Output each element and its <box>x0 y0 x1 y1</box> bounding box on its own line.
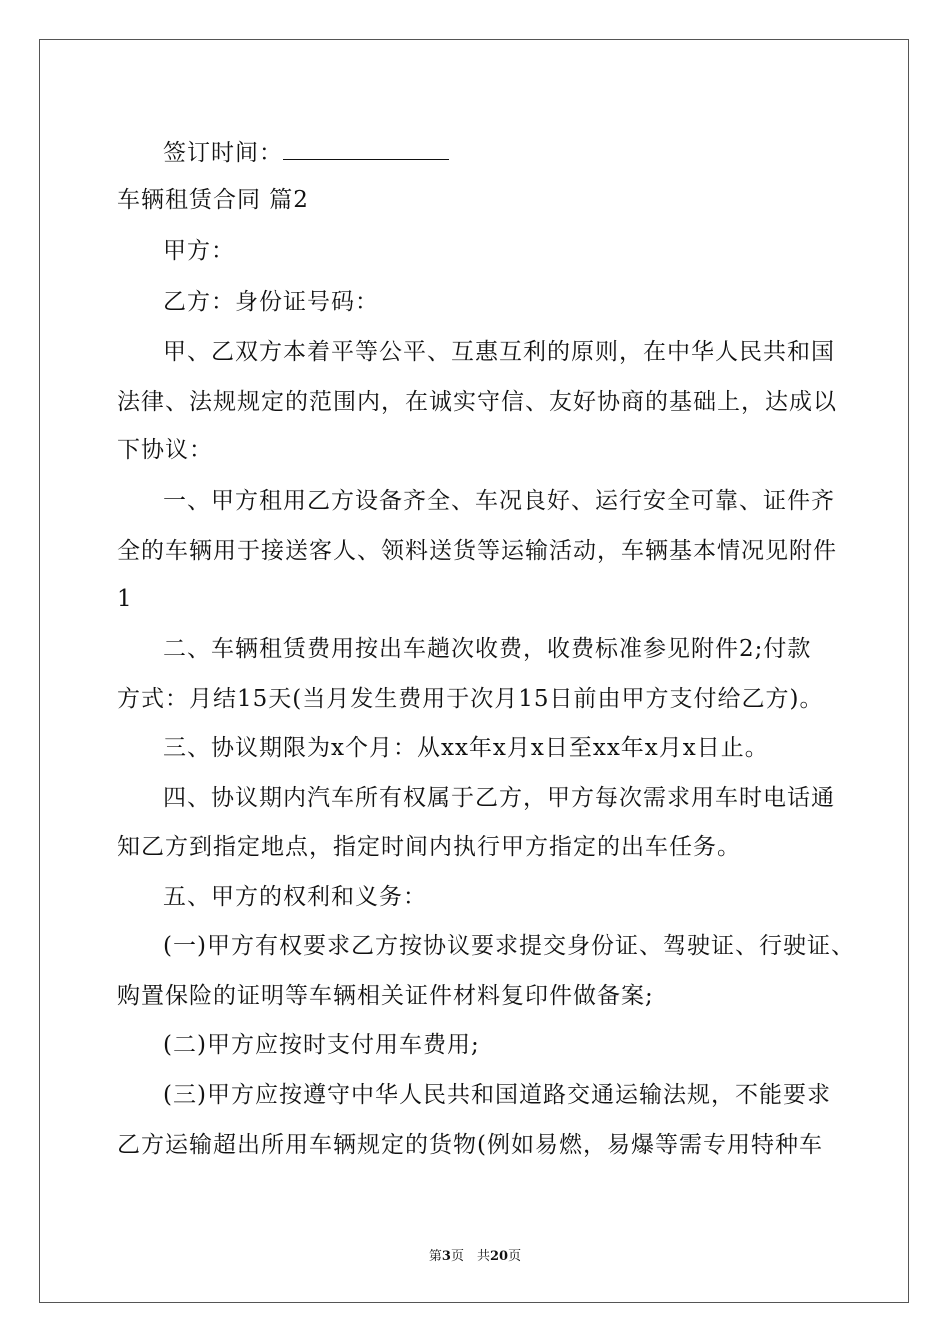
paragraph-line: 三、协议期限为x个月：从xx年x月x日至xx年x月x日止。 <box>163 735 769 761</box>
paragraph-line: 1 <box>117 586 133 612</box>
sign-time-line <box>163 137 449 168</box>
page-footer <box>0 1249 950 1265</box>
paragraph-line: 一、甲方租用乙方设备齐全、车况良好、运行安全可靠、证件齐 <box>163 488 835 514</box>
sign-time-blank <box>283 137 449 160</box>
paragraph-line: 知乙方到指定地点，指定时间内执行甲方指定的出车任务。 <box>117 834 741 860</box>
paragraph-line: 二、车辆租赁费用按出车趟次收费，收费标准参见附件2;付款 <box>163 636 812 662</box>
paragraph-line: 方式：月结15天(当月发生费用于次月15日前由甲方支付给乙方)。 <box>117 686 824 712</box>
paragraph-line: 甲、乙双方本着平等公平、互惠互利的原则，在中华人民共和国 <box>163 339 835 365</box>
paragraph-line: 法律、法规规定的范围内，在诚实守信、友好协商的基础上，达成以 <box>117 389 837 415</box>
paragraph-line: 购置保险的证明等车辆相关证件材料复印件做备案; <box>117 983 654 1009</box>
paragraph-line: (三)甲方应按遵守中华人民共和国道路交通运输法规，不能要求 <box>163 1082 831 1108</box>
paragraph-line: 乙方运输超出所用车辆规定的货物(例如易燃，易爆等需专用特种车 <box>117 1132 823 1158</box>
footer-page-number: 3 <box>441 1249 451 1264</box>
paragraph-line: 四、协议期内汽车所有权属于乙方，甲方每次需求用车时电话通 <box>163 785 835 811</box>
footer-suffix: 页 <box>508 1249 522 1264</box>
paragraph-line: 五、甲方的权利和义务： <box>163 884 427 910</box>
party-b-label: 乙方：身份证号码： <box>163 289 379 315</box>
footer-total-pages: 20 <box>489 1249 509 1264</box>
paragraph-line: 全的车辆用于接送客人、领料送货等运输活动，车辆基本情况见附件 <box>117 538 837 564</box>
sign-time-label: 签订时间： <box>163 140 283 166</box>
page-border <box>39 39 909 1303</box>
footer-prefix: 第 <box>428 1249 442 1264</box>
paragraph-line: 下协议： <box>117 437 213 463</box>
footer-mid: 页 共 <box>450 1249 490 1264</box>
paragraph-line: (二)甲方应按时支付用车费用; <box>163 1032 480 1058</box>
party-a-label: 甲方： <box>163 238 235 264</box>
paragraph-line: (一)甲方有权要求乙方按协议要求提交身份证、驾驶证、行驶证、 <box>163 933 855 959</box>
document-title: 车辆租赁合同 篇2 <box>117 187 309 213</box>
